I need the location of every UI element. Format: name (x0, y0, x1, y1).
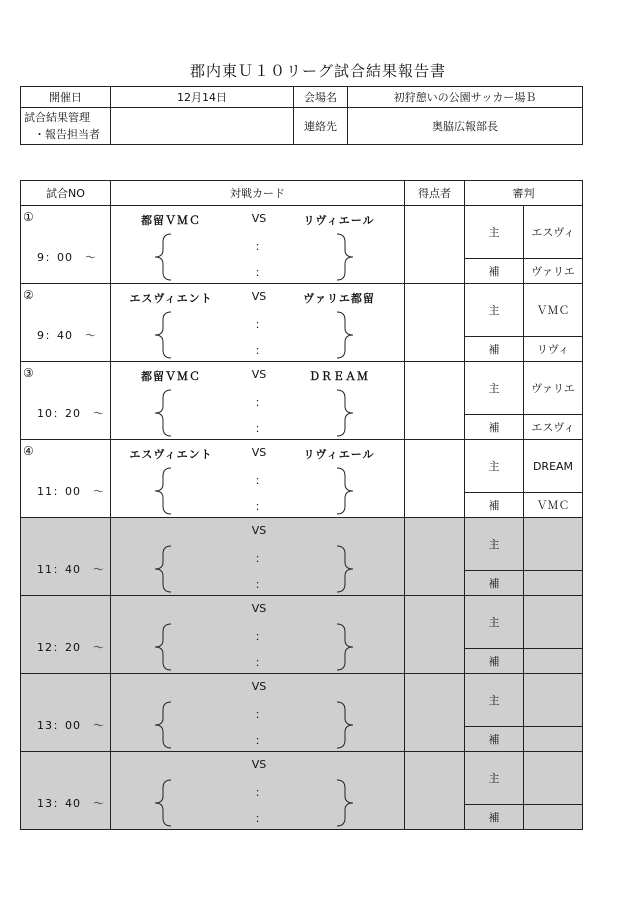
main-referee-label: 主 (465, 518, 524, 571)
home-team: エスヴィエント (129, 292, 213, 305)
match-number: ③ (23, 366, 34, 380)
main-referee: ＶＭＣ (524, 284, 583, 337)
score-first-half: ： (255, 708, 266, 721)
match-time-value: 13：00 (37, 719, 81, 732)
sub-referee: ＶＭＣ (524, 493, 583, 518)
venue-label: 会場名 (294, 87, 348, 108)
vs-label: VS (251, 758, 267, 771)
sub-referee-label: 補 (465, 805, 524, 830)
main-referee-label: 主 (465, 752, 524, 805)
score-first-half: ： (255, 240, 266, 253)
header-row-manager (21, 108, 583, 145)
match-time (37, 795, 105, 811)
match-time (37, 639, 105, 655)
match-time (37, 561, 105, 577)
time-tilde: ～ (85, 329, 97, 342)
match-time-value: 9：00 (37, 251, 73, 264)
main-referee (524, 596, 583, 649)
match-row (21, 752, 583, 805)
away-team: リヴィエール (303, 214, 375, 227)
main-referee: ヴァリエ (524, 362, 583, 415)
col-referee: 審判 (465, 181, 583, 206)
main-referee-label: 主 (465, 440, 524, 493)
match-no-cell (21, 362, 111, 440)
scorers-cell (405, 752, 465, 830)
match-row (21, 596, 583, 649)
match-row (21, 362, 583, 415)
match-no-cell (21, 752, 111, 830)
score-second-half: ： (255, 344, 266, 357)
main-referee (524, 752, 583, 805)
score-first-half: ： (255, 786, 266, 799)
away-team: ＤＲＥＡＭ (309, 370, 369, 383)
vs-label: VS (251, 368, 267, 381)
score-first-half: ： (255, 396, 266, 409)
manager-label-line-1: 試合結果管理 (24, 111, 90, 124)
match-time-value: 13：40 (37, 797, 81, 810)
match-number: ① (23, 210, 34, 224)
header-row-date (21, 87, 583, 108)
away-team: リヴィエール (303, 448, 375, 461)
scorers-cell (405, 362, 465, 440)
venue-value: 初狩憩いの公園サッカー場Ｂ (348, 87, 583, 108)
sub-referee-label: 補 (465, 337, 524, 362)
main-referee: DREAM (524, 440, 583, 493)
match-time (37, 405, 105, 421)
match-time-value: 11：40 (37, 563, 81, 576)
scorers-cell (405, 518, 465, 596)
match-number: ④ (23, 444, 34, 458)
score-first-half: ： (255, 318, 266, 331)
header-table (20, 86, 583, 145)
match-card (111, 284, 405, 362)
score-first-half: ： (255, 630, 266, 643)
match-card (111, 206, 405, 284)
match-time-value: 10：20 (37, 407, 81, 420)
score-second-half: ： (255, 422, 266, 435)
time-tilde: ～ (93, 641, 105, 654)
home-team: エスヴィエント (129, 448, 213, 461)
contact-label: 連絡先 (294, 108, 348, 145)
date-label: 開催日 (21, 87, 111, 108)
match-card (111, 752, 405, 830)
match-no-cell (21, 440, 111, 518)
score-second-half: ： (255, 656, 266, 669)
match-time-value: 9：40 (37, 329, 73, 342)
main-referee-label: 主 (465, 206, 524, 259)
match-no-cell (21, 284, 111, 362)
match-no-cell (21, 674, 111, 752)
match-time-value: 11：00 (37, 485, 81, 498)
main-referee: エスヴィ (524, 206, 583, 259)
match-row (21, 206, 583, 259)
score-second-half: ： (255, 578, 266, 591)
match-card (111, 362, 405, 440)
manager-label (21, 108, 111, 145)
contact-value: 奥脇広報部長 (348, 108, 583, 145)
sub-referee-label: 補 (465, 493, 524, 518)
away-team: ヴァリエ都留 (303, 292, 375, 305)
date-value: 12月14日 (111, 87, 294, 108)
time-tilde: ～ (93, 797, 105, 810)
home-team: 都留ＶＭＣ (141, 214, 201, 227)
match-no-cell (21, 596, 111, 674)
match-number: ② (23, 288, 34, 302)
vs-label: VS (251, 680, 267, 693)
scorers-cell (405, 284, 465, 362)
sub-referee-label: 補 (465, 649, 524, 674)
match-row (21, 518, 583, 571)
match-time-value: 12：20 (37, 641, 81, 654)
scorers-cell (405, 206, 465, 284)
vs-label: VS (251, 524, 267, 537)
main-referee-label: 主 (465, 284, 524, 337)
sub-referee: リヴィ (524, 337, 583, 362)
time-tilde: ～ (93, 407, 105, 420)
match-no-cell (21, 518, 111, 596)
score-second-half: ： (255, 734, 266, 747)
col-scorers: 得点者 (405, 181, 465, 206)
manager-value (111, 108, 294, 145)
score-second-half: ： (255, 812, 266, 825)
sub-referee (524, 727, 583, 752)
match-no-cell (21, 206, 111, 284)
sub-referee (524, 649, 583, 674)
main-referee-label: 主 (465, 674, 524, 727)
time-tilde: ～ (85, 251, 97, 264)
sub-referee-label: 補 (465, 727, 524, 752)
match-table (20, 180, 583, 830)
sub-referee: エスヴィ (524, 415, 583, 440)
sub-referee-label: 補 (465, 415, 524, 440)
score-second-half: ： (255, 266, 266, 279)
score-first-half: ： (255, 552, 266, 565)
match-time (37, 327, 97, 343)
time-tilde: ～ (93, 563, 105, 576)
col-card: 対戦カード (111, 181, 405, 206)
scorers-cell (405, 674, 465, 752)
main-referee (524, 518, 583, 571)
time-tilde: ～ (93, 485, 105, 498)
sub-referee (524, 571, 583, 596)
match-card (111, 440, 405, 518)
match-row (21, 284, 583, 337)
vs-label: VS (251, 602, 267, 615)
scorers-cell (405, 596, 465, 674)
score-first-half: ： (255, 474, 266, 487)
score-second-half: ： (255, 500, 266, 513)
document-title: 郡内東Ｕ１０リーグ試合結果報告書 (189, 62, 446, 80)
time-tilde: ～ (93, 719, 105, 732)
main-referee (524, 674, 583, 727)
match-row (21, 674, 583, 727)
match-time (37, 249, 97, 265)
vs-label: VS (251, 290, 267, 303)
sub-referee-label: 補 (465, 259, 524, 284)
sub-referee-label: 補 (465, 571, 524, 596)
manager-label-line-2: ・報告担当者 (34, 128, 100, 141)
match-card (111, 596, 405, 674)
match-row (21, 440, 583, 493)
sub-referee (524, 805, 583, 830)
home-team: 都留ＶＭＣ (141, 370, 201, 383)
sub-referee: ヴァリエ (524, 259, 583, 284)
vs-label: VS (251, 446, 267, 459)
match-card (111, 518, 405, 596)
match-table-header (21, 181, 583, 206)
scorers-cell (405, 440, 465, 518)
match-card (111, 674, 405, 752)
match-time (37, 483, 105, 499)
main-referee-label: 主 (465, 596, 524, 649)
vs-label: VS (251, 212, 267, 225)
match-time (37, 717, 105, 733)
main-referee-label: 主 (465, 362, 524, 415)
col-match-no: 試合NO (21, 181, 111, 206)
